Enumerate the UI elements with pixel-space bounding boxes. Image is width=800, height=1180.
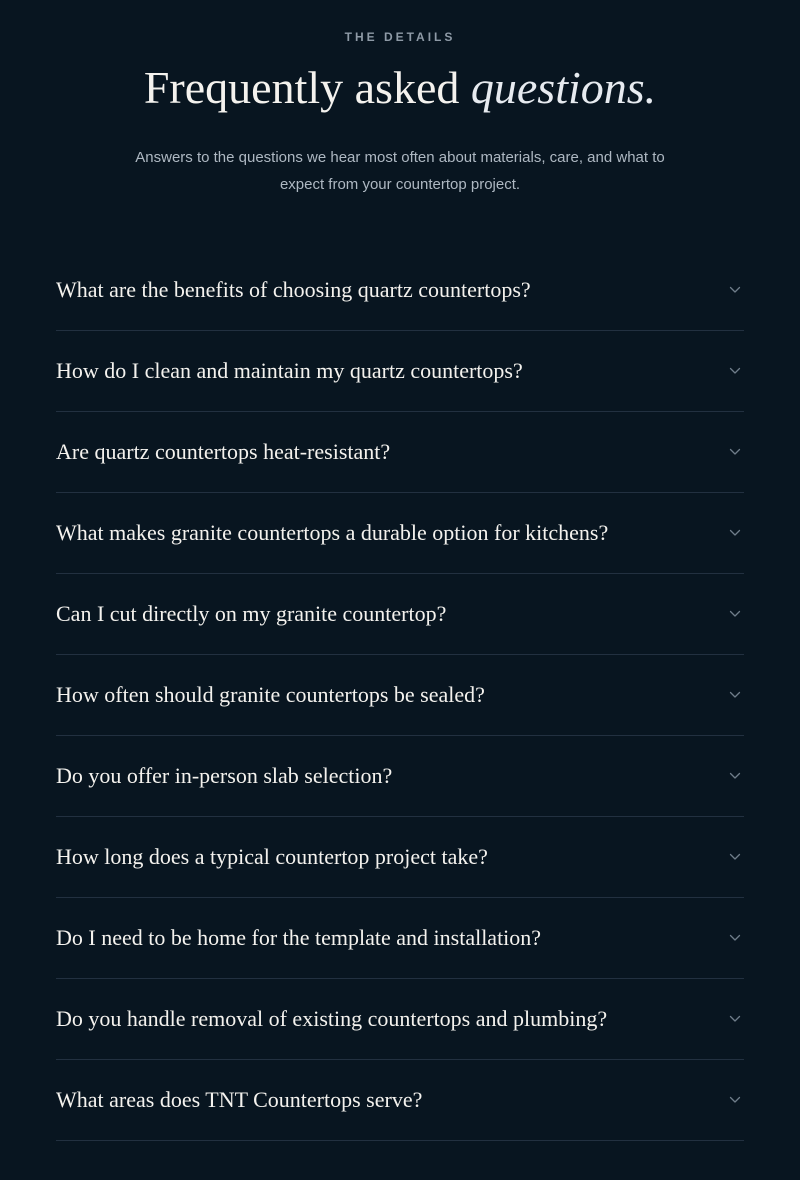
title-accent: questions. <box>470 62 657 113</box>
faq-item[interactable] <box>56 574 744 655</box>
section-subtitle: Answers to the questions we hear most often about materials, care, and what to expect from your countertop project. <box>135 149 665 193</box>
chevron-down-icon <box>728 526 742 540</box>
faq-item[interactable] <box>56 736 744 817</box>
faq-question: What are the benefits of choosing quartz countertops? <box>56 277 531 302</box>
faq-item[interactable] <box>56 250 744 331</box>
faq-item[interactable] <box>56 1060 744 1141</box>
faq-item[interactable] <box>56 493 744 574</box>
page-title <box>0 58 800 118</box>
faq-item[interactable] <box>56 898 744 979</box>
faq-question: How long does a typical countertop project take? <box>56 844 488 869</box>
faq-list <box>56 250 744 1141</box>
faq-item[interactable] <box>56 817 744 898</box>
section-eyebrow: THE DETAILS <box>344 30 456 44</box>
faq-item[interactable] <box>56 331 744 412</box>
faq-item[interactable] <box>56 979 744 1060</box>
faq-question: Do I need to be home for the template and installation? <box>56 925 542 950</box>
chevron-down-icon <box>728 931 742 945</box>
faq-question: Do you handle removal of existing countertops and plumbing? <box>56 1006 608 1031</box>
chevron-down-icon <box>728 1093 742 1107</box>
chevron-down-icon <box>728 688 742 702</box>
faq-question: How do I clean and maintain my quartz countertops? <box>56 358 523 383</box>
chevron-down-icon <box>728 607 742 621</box>
faq-item[interactable] <box>56 412 744 493</box>
faq-question: Are quartz countertops heat-resistant? <box>56 439 391 464</box>
faq-question: What makes granite countertops a durable option for kitchens? <box>56 520 609 545</box>
chevron-down-icon <box>728 364 742 378</box>
faq-question: Do you offer in-person slab selection? <box>56 763 393 788</box>
chevron-down-icon <box>728 1012 742 1026</box>
chevron-down-icon <box>728 445 742 459</box>
chevron-down-icon <box>728 850 742 864</box>
chevron-down-icon <box>728 769 742 783</box>
faq-question: What areas does TNT Countertops serve? <box>56 1087 423 1112</box>
faq-item[interactable] <box>56 655 744 736</box>
title-main: Frequently asked <box>143 62 460 113</box>
chevron-down-icon <box>728 283 742 297</box>
faq-question: How often should granite countertops be sealed? <box>56 682 485 707</box>
faq-question: Can I cut directly on my granite countertop? <box>56 601 447 626</box>
